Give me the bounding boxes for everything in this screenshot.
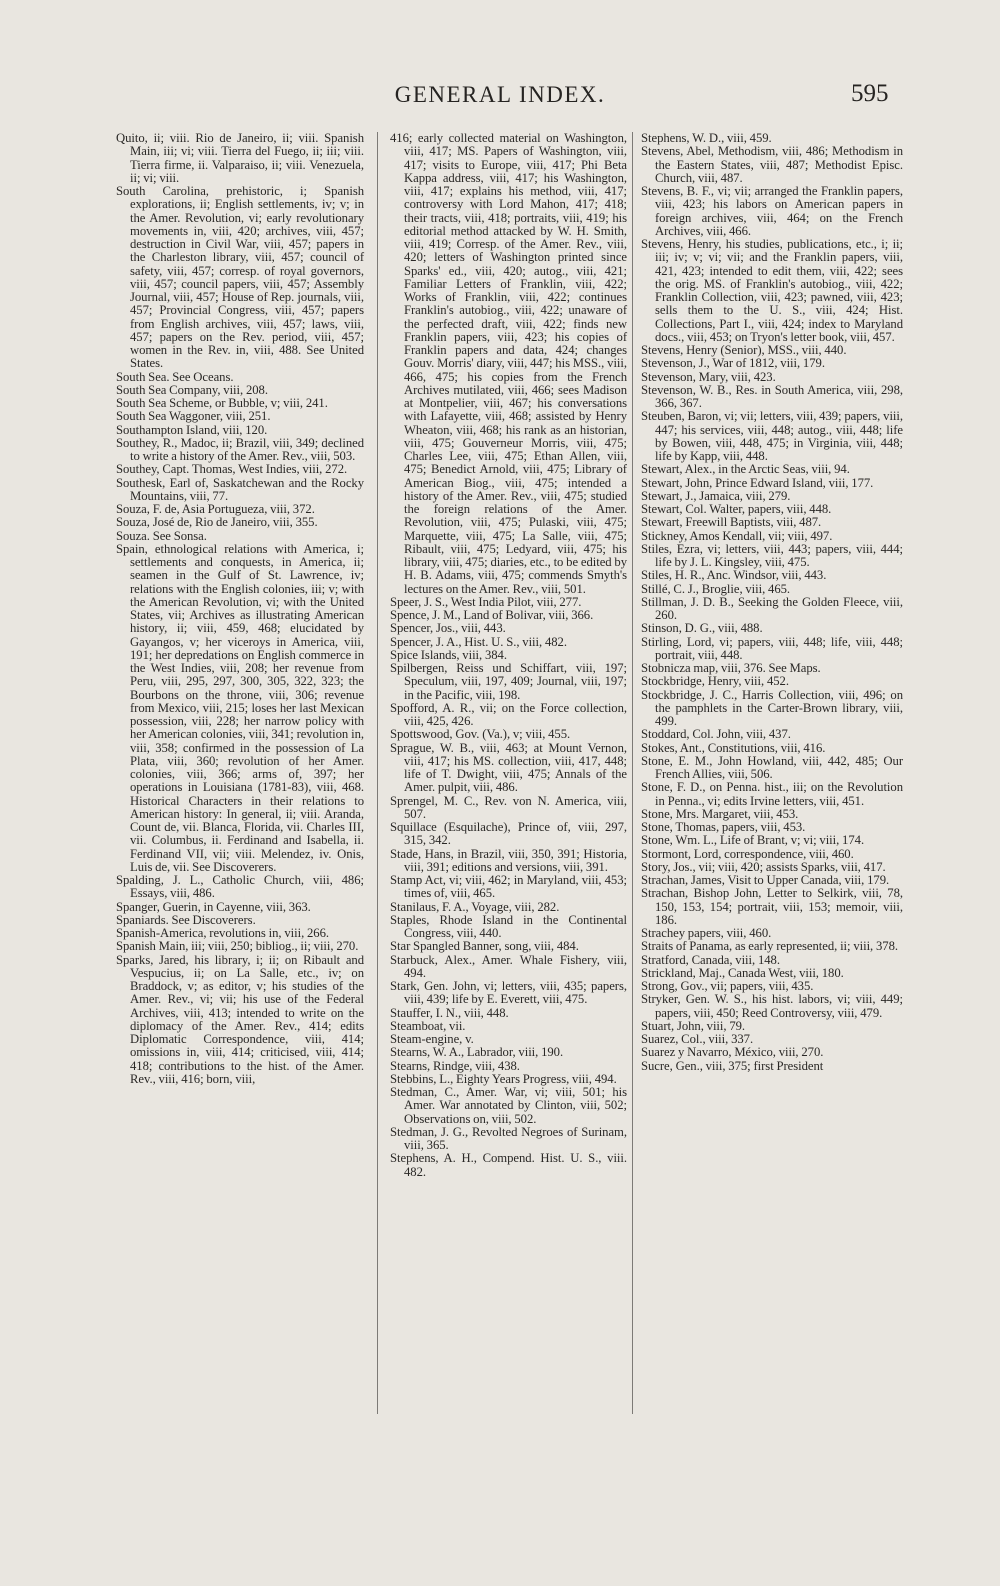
index-entry: Stebbins, L., Eighty Years Progress, viii, 494. [390, 1071, 617, 1086]
index-entry: Southesk, Earl of, Saskatchewan and the Rocky Mountains, viii, 77. [116, 475, 364, 503]
index-entry: Squillace (Esquilache), Prince of, viii, 297, 315, 342. [390, 820, 627, 848]
index-entry: Stone, Mrs. Margaret, viii, 453. [641, 806, 799, 821]
index-entry: Stockbridge, J. C., Harris Collection, viii, 496; on the pamphlets in the Carter-Brown library, viii, 499. [641, 687, 903, 728]
index-entry: Speer, J. S., West India Pilot, viii, 277. [390, 594, 582, 609]
index-entry: Stedman, J. G., Revolted Negroes of Surinam, viii, 365. [390, 1124, 627, 1152]
index-column-2 [390, 132, 627, 1179]
index-entry: Spaniards. See Discoverers. [116, 912, 256, 927]
index-column-1 [116, 132, 364, 1086]
index-entry: Stone, Thomas, papers, viii, 453. [641, 820, 806, 834]
index-entry: Stone, E. M., John Howland, viii, 442, 485; Our French Allies, viii, 506. [641, 753, 903, 781]
index-entry: Southampton Island, viii, 120. [116, 422, 268, 437]
index-entry: Stephens, A. H., Compend. Hist. U. S., viii. 482. [390, 1151, 627, 1179]
index-entry: Stearns, W. A., Labrador, viii, 190. [390, 1045, 564, 1060]
index-entry: Southey, Capt. Thomas, West Indies, viii, 272. [116, 462, 348, 477]
index-entry: Stinson, D. G., viii, 488. [641, 621, 763, 636]
index-entry: Spencer, Jos., viii, 443. [390, 621, 506, 636]
index-entry: Stuart, John, viii, 79. [641, 1018, 746, 1033]
index-entry: 416; early collected material on Washington, viii, 417; MS. Papers of Washington, viii, 417; visits to Europe, viii, 417; Phi Beta Kappa address, viii, 417; his Washington, viii, 417; explains his method, viii, 417; controversy with Lord Mahon, 417; 418; their tracts, viii, 418; portraits, viii, 419; his editorial method attacked by W. H. Smith, viii, 419; Corresp. of the Amer. Rev., viii, 420; letters of Washington printed since Sparks' ed., viii, 420; autog., viii, 421; Familiar Letters of Franklin, viii, 422; Works of Franklin, viii, 422; continues Franklin's autobiog., viii, 422; unaware of the perfected draft, viii, 422; finds new Franklin papers, viii, 423; his copies of Franklin papers and data, 424; changes Gouv. Morris' diary, viii, 447; his MSS., viii, 466, 475; his copies from the French Archives mutilated, viii, 466; sees Madison at Montpelier, viii, 467; his conversations with Lafayette, viii, 468; assisted by Henry Wheaton, viii, 468; his rank as an historian, viii, 475; Gouverneur Morris, viii, 475; Charles Lee, viii, 475; Ethan Allen, viii, 475; Benedict Arnold, viii, 475; Library of American Biog., viii, 475; intended a history of the Amer. Rev., viii, 475; studied the foreign relations of the Amer. Revolution, viii, 475; Pulaski, viii, 475; Marquette, viii, 475; La Salle, viii, 475; Ribault, viii, 475; Ledyard, viii, 475; his library, viii, 475; diaries, etc., to be edited by H. B. Adams, viii, 475; commends Smyth's lectures on the Amer. Rev., viii, 501. [390, 131, 627, 596]
index-entry: Stokes, Ant., Constitutions, viii, 416. [641, 740, 826, 755]
index-entry: Starbuck, Alex., Amer. Whale Fishery, viii, 494. [390, 952, 627, 980]
index-entry: Spilbergen, Reiss und Schiffart, viii, 197; Speculum, viii, 197, 409; Journal, viii, 197; in the Pacific, viii, 198. [390, 661, 627, 702]
index-entry: Stiles, H. R., Anc. Windsor, viii, 443. [641, 568, 827, 583]
page-number: 595 [851, 80, 889, 107]
index-entry: Strachan, James, Visit to Upper Canada, viii, 179. [641, 873, 890, 887]
index-entry: Sprague, W. B., viii, 463; at Mount Vernon, viii, 417; his MS. collection, viii, 417, 448; life of T. Dwight, viii, 475; Annals of the Amer. pulpit, viii, 486. [390, 740, 627, 795]
index-entry: Stark, Gen. John, vi; letters, viii, 435; papers, viii, 439; life by E. Everett, viii, 475. [390, 979, 627, 1007]
index-entry: Suarez, Col., viii, 337. [641, 1032, 754, 1046]
index-entry: Stewart, Freewill Baptists, viii, 487. [641, 515, 822, 530]
index-entry: Stormont, Lord, correspondence, viii, 460. [641, 846, 854, 861]
index-entry: Steamboat, vii. [390, 1018, 466, 1033]
index-entry: Spain, ethnological relations with America, i; settlements and conquests, in America, ii; seamen in the Gulf of St. Lawrence, iv; relations with the English colonies, iii; v; with the American Revolution, vi; with the United States, vii; Archives as illustrating American history, ii; viii, 459, 468; elucidated by Gayangos, v; her viceroys in America, viii, 191; her depredations on English commerce in the West Indies, viii, 208; her revenue from Peru, viii, 295, 297, 300, 305, 322, 323; the Bourbons on the throne, viii, 306; revenue from Mexico, viii, 215; loses her last Mexican possession, viii, 228; her narrow policy with her American colonies, viii, 341; revolution in, viii, 358; confirmed in the possession of La Plata, viii, 360; revolution of her Amer. colonies, viii, 366; arms of, 397; her operations in Louisiana (1781-83), viii, 468. Historical Characters in their relations to American history: In general, ii; viii. Aranda, Count de, vii. Blanca, Florida, vii. Charles III, vii. Columbus, ii. Ferdinand and Isabella, ii. Ferdinand VII, vii; viii. Melendez, iv. Onis, Luis de, vii. See Discoverers. [116, 541, 364, 874]
index-entry: Suarez y Navarro, México, viii, 270. [641, 1045, 824, 1060]
index-entry: Stoddard, Col. John, viii, 437. [641, 727, 791, 742]
index-entry: Stevens, Henry, his studies, publications, etc., i; ii; iii; iv; v; vi; vii; and the Franklin papers, viii, 421, 423; intended to edit them, viii, 422; sees the orig. MS. of Franklin's autobiog., viii, 422; Franklin Collection, viii, 423; pawned, viii, 423; sells them to the U. S., viii, 424; Hist. Collections, Part I., viii, 424; index to Maryland docs., viii, 453; on Tryon's letter book, viii, 457. [641, 237, 903, 344]
index-entry: Souza, José de, Rio de Janeiro, viii, 355. [116, 515, 318, 530]
running-head: GENERAL INDEX. [394, 82, 606, 107]
index-entry: Stanilaus, F. A., Voyage, viii, 282. [390, 899, 560, 914]
index-entry: Stillman, J. D. B., Seeking the Golden Fleece, viii, 260. [641, 594, 903, 622]
index-entry: Story, Jos., vii; viii, 420; assists Sparks, viii, 417. [641, 859, 886, 874]
index-entry: Straits of Panama, as early represented, ii; viii, 378. [641, 939, 898, 954]
index-entry: Sprengel, M. C., Rev. von N. America, viii, 507. [390, 793, 627, 821]
index-entry: Stearns, Rindge, viii, 438. [390, 1058, 520, 1073]
index-entry: Stewart, J., Jamaica, viii, 279. [641, 488, 791, 503]
index-entry: Stevenson, Mary, viii, 423. [641, 369, 776, 384]
index-entry: Stratford, Canada, viii, 148. [641, 952, 780, 967]
index-entry: Spofford, A. R., vii; on the Force collection, viii, 425, 426. [390, 700, 627, 728]
index-entry: Stephens, W. D., viii, 459. [641, 131, 772, 145]
index-entry: Strachey papers, viii, 460. [641, 926, 772, 940]
index-entry: Spanish Main, iii; viii, 250; bibliog., ii; viii, 270. [116, 939, 359, 954]
index-column-3 [641, 132, 903, 1073]
index-entry: South Sea Scheme, or Bubble, v; viii, 241. [116, 396, 328, 410]
index-entry: Stone, Wm. L., Life of Brant, v; vi; viii, 174. [641, 833, 865, 848]
index-entry: Stedman, C., Amer. War, vi; viii, 501; his Amer. War annotated by Clinton, viii, 502; Observations on, viii, 502. [390, 1085, 627, 1126]
index-entry: Stirling, Lord, vi; papers, viii, 448; life, viii, 448; portrait, viii, 448. [641, 634, 903, 662]
index-entry: Stade, Hans, in Brazil, viii, 350, 391; Historia, viii, 391; editions and versions, viii, 391. [390, 846, 627, 874]
index-entry: Souza. See Sonsa. [116, 528, 207, 543]
index-entry: Stryker, Gen. W. S., his hist. labors, vi; viii, 449; papers, viii, 450; Reed Controversy, viii, 479. [641, 992, 903, 1020]
index-entry: Staples, Rhode Island in the Continental Congress, viii, 440. [390, 912, 627, 940]
index-entry: Steuben, Baron, vi; vii; letters, viii, 439; papers, viii, 447; his services, viii, 448; autog., viii, 448; life by Bowen, viii, 448, 475; in Virginia, viii, 448; life by Kapp, viii, 448. [641, 409, 903, 463]
index-entry: Sparks, Jared, his library, i; ii; on Ribault and Vespucius, ii; on La Salle, etc., iv; on Braddock, v; as editor, v; his studies of the Amer. Rev., vi; vii; his use of the Federal Archives, viii, 413; intended to write on the diplomacy of the Amer. Rev., 414; edits Diplomatic Correspondence, viii, 414; omissions in, viii, 414; criticised, viii, 414; 418; contributions to the hist. of the Amer. Rev., viii, 416; born, viii, [116, 952, 364, 1086]
index-entry: Stevenson, J., War of 1812, viii, 179. [641, 356, 825, 371]
index-entry: Stillé, C. J., Broglie, viii, 465. [641, 581, 791, 596]
index-entry: South Sea. See Oceans. [116, 369, 234, 384]
index-entry: Spottswood, Gov. (Va.), v; viii, 455. [390, 727, 571, 742]
index-entry: Stamp Act, vi; viii, 462; in Maryland, viii, 453; times of, viii, 465. [390, 873, 627, 901]
index-entry: Strong, Gov., vii; papers, viii, 435. [641, 979, 814, 993]
index-entry: South Sea Company, viii, 208. [116, 382, 268, 397]
index-entry: Stobnicza map, viii, 376. See Maps. [641, 661, 821, 675]
index-entry: Star Spangled Banner, song, viii, 484. [390, 939, 579, 954]
index-entry: Stewart, Col. Walter, papers, viii, 448. [641, 502, 832, 516]
index-entry: Stiles, Ezra, vi; letters, viii, 443; papers, viii, 444; life by J. L. Kingsley, viii, 475. [641, 541, 903, 569]
index-entry: Stevens, B. F., vi; vii; arranged the Franklin papers, viii, 423; his labors on American papers in foreign archives, viii, 464; on the French Archives, viii, 466. [641, 184, 903, 238]
index-entry: Strickland, Maj., Canada West, viii, 180. [641, 965, 844, 980]
index-entry: Stewart, John, Prince Edward Island, viii, 177. [641, 475, 874, 490]
index-entry: Stickney, Amos Kendall, vii; viii, 497. [641, 528, 833, 543]
index-entry: Spalding, J. L., Catholic Church, viii, 486; Essays, viii, 486. [116, 873, 364, 901]
index-entry: South Carolina, prehistoric, i; Spanish explorations, ii; English settlements, iv; v; in the Amer. Revolution, vi; early revolutionary movements in, viii, 420; archives, viii, 457; destruction in Civil War, viii, 457; papers in the Charleston library, viii, 457; council of safety, viii, 457; corresp. of royal governors, viii, 457; council papers, viii, 457; Assembly Journal, viii, 457; House of Rep. journals, viii, 457; Provincial Congress, viii, 457; papers from English archives, viii, 457; laws, viii, 457; papers on the Rev. period, viii, 457; women in the Rev. in, viii, 488. See United States. [116, 184, 364, 371]
index-entry: Spanger, Guerin, in Cayenne, viii, 363. [116, 899, 311, 914]
index-entry: Spencer, J. A., Hist. U. S., viii, 482. [390, 634, 567, 649]
index-entry: Quito, ii; viii. Rio de Janeiro, ii; viii. Spanish Main, iii; vi; viii. Tierra del Fuego, ii; iii; viii. Tierra firme, ii. Valparaiso, ii; viii. Venezuela, ii; vi; viii. [116, 131, 364, 185]
index-entry: Southey, R., Madoc, ii; Brazil, viii, 349; declined to write a history of the Amer. Rev., viii, 503. [116, 435, 364, 463]
index-entry: Stevens, Henry (Senior), MSS., viii, 440. [641, 343, 847, 357]
index-entry: Spice Islands, viii, 384. [390, 647, 507, 662]
index-entry: Stauffer, I. N., viii, 448. [390, 1005, 509, 1020]
column-rule [632, 132, 633, 1414]
index-entry: Stewart, Alex., in the Arctic Seas, viii, 94. [641, 462, 850, 477]
index-entry: Steam-engine, v. [390, 1032, 474, 1046]
index-entry: South Sea Waggoner, viii, 251. [116, 409, 271, 424]
index-entry: Stevens, Abel, Methodism, viii, 486; Methodism in the Eastern States, viii, 487; Methodist Episc. Church, viii, 487. [641, 144, 903, 185]
index-entry: Stockbridge, Henry, viii, 452. [641, 674, 789, 689]
index-entry: Strachan, Bishop John, Letter to Selkirk, viii, 78, 150, 153, 154; portrait, viii, 153; memoir, viii, 186. [641, 886, 903, 927]
index-entry: Spence, J. M., Land of Bolivar, viii, 366. [390, 608, 594, 622]
index-entry: Spanish-America, revolutions in, viii, 266. [116, 926, 330, 940]
column-rule [377, 132, 378, 1414]
index-entry: Sucre, Gen., viii, 375; first President [641, 1058, 824, 1073]
index-entry: Stevenson, W. B., Res. in South America, viii, 298, 366, 367. [641, 382, 903, 410]
index-entry: Stone, F. D., on Penna. hist., iii; on the Revolution in Penna., vi; edits Irvine letters, viii, 451. [641, 780, 903, 808]
index-entry: Souza, F. de, Asia Portugueza, viii, 372. [116, 502, 315, 516]
